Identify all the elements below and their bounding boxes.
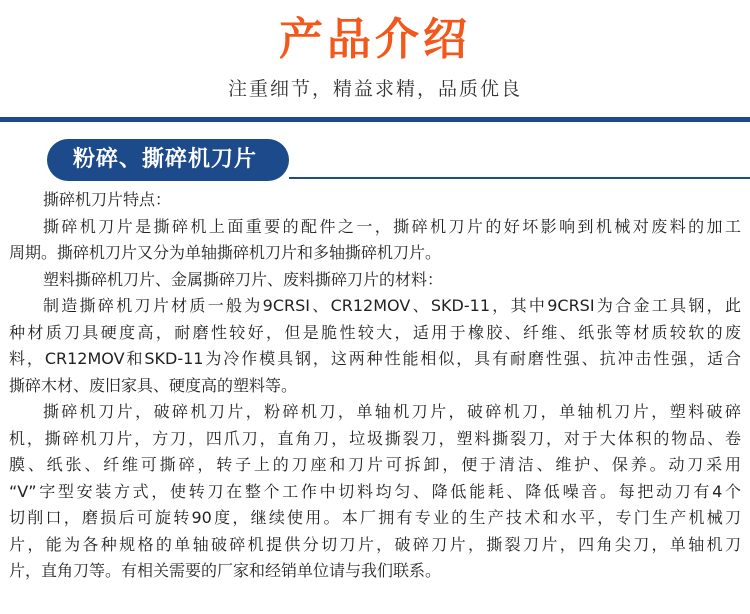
text-line: 周期。撕碎机刀片又分为单轴撕碎机刀片和多轴撕碎机刀片。 xyxy=(9,243,442,262)
text-line: 片，能为各种规格的单轴破碎机提供分切刀片，破碎刀片，撕裂刀片，四角尖刀，单轴机刀 xyxy=(9,534,741,554)
text-line: 撕碎木材、废旧家具、硬度高的塑料等。 xyxy=(9,375,298,395)
text-line: “V”字型安装方式，使转刀在整个工作中切料均匀、降低能耗、降低噪音。每把动刀有4个 xyxy=(9,481,741,501)
text-line: 膜、纸张、纤维可撕碎，转子上的刀座和刀片可拆卸，便于清洁、维护、保养。动刀采用 xyxy=(9,455,741,474)
text-line-materials-heading: 塑料撕碎机刀片、金属撕碎刀片、废料撕碎刀片的材料： xyxy=(43,269,444,289)
text-line-features-heading: 撕碎机刀片特点： xyxy=(43,190,172,209)
text-line: 撕碎机刀片是撕碎机上面重要的配件之一，撕碎机刀片的好坏影响到机械对废料的加工 xyxy=(43,216,741,236)
description-text xyxy=(9,187,741,585)
text-line: 切削口，磨损后可旋转90度，继续使用。本厂拥有专业的生产技术和水平，专门生产机械刀 xyxy=(9,508,741,527)
page-header xyxy=(0,0,750,118)
text-line: 机，撕碎机刀片，方刀，四爪刀，直角刀，垃圾撕裂刀，塑料撕裂刀，对于大体积的物品、卷 xyxy=(9,428,741,448)
text-line: 种材质刀具硬度高，耐磨性较好，但是脆性较大，适用于橡胶、纤维、纸张等材质较软的废 xyxy=(9,322,741,342)
text-line: 片，直角刀等。有相关需要的厂家和经销单位请与我们联系。 xyxy=(9,561,442,580)
text-line: 料，CR12MOV和SKD-11为冷作模具钢，这两种性能相似，具有耐磨性强、抗冲击性强，适合 xyxy=(9,349,741,368)
text-line: 撕碎机刀片，破碎机刀片，粉碎机刀，单轴机刀片，破碎机刀，单轴机刀片，塑料破碎 xyxy=(43,402,741,421)
header-divider xyxy=(0,117,750,122)
section-heading-badge xyxy=(47,139,289,181)
page-subtitle: 注重细节，精益求精，品质优良 xyxy=(227,78,522,100)
section-divider xyxy=(289,177,750,179)
section-heading: 粉碎、撕碎机刀片 xyxy=(73,147,258,172)
page-title: 产品介绍 xyxy=(279,14,471,65)
text-line: 制造撕碎机刀片材质一般为9CRSI、CR12MOV、SKD-11，其中9CRSI为合金工具钢，此 xyxy=(43,296,741,315)
